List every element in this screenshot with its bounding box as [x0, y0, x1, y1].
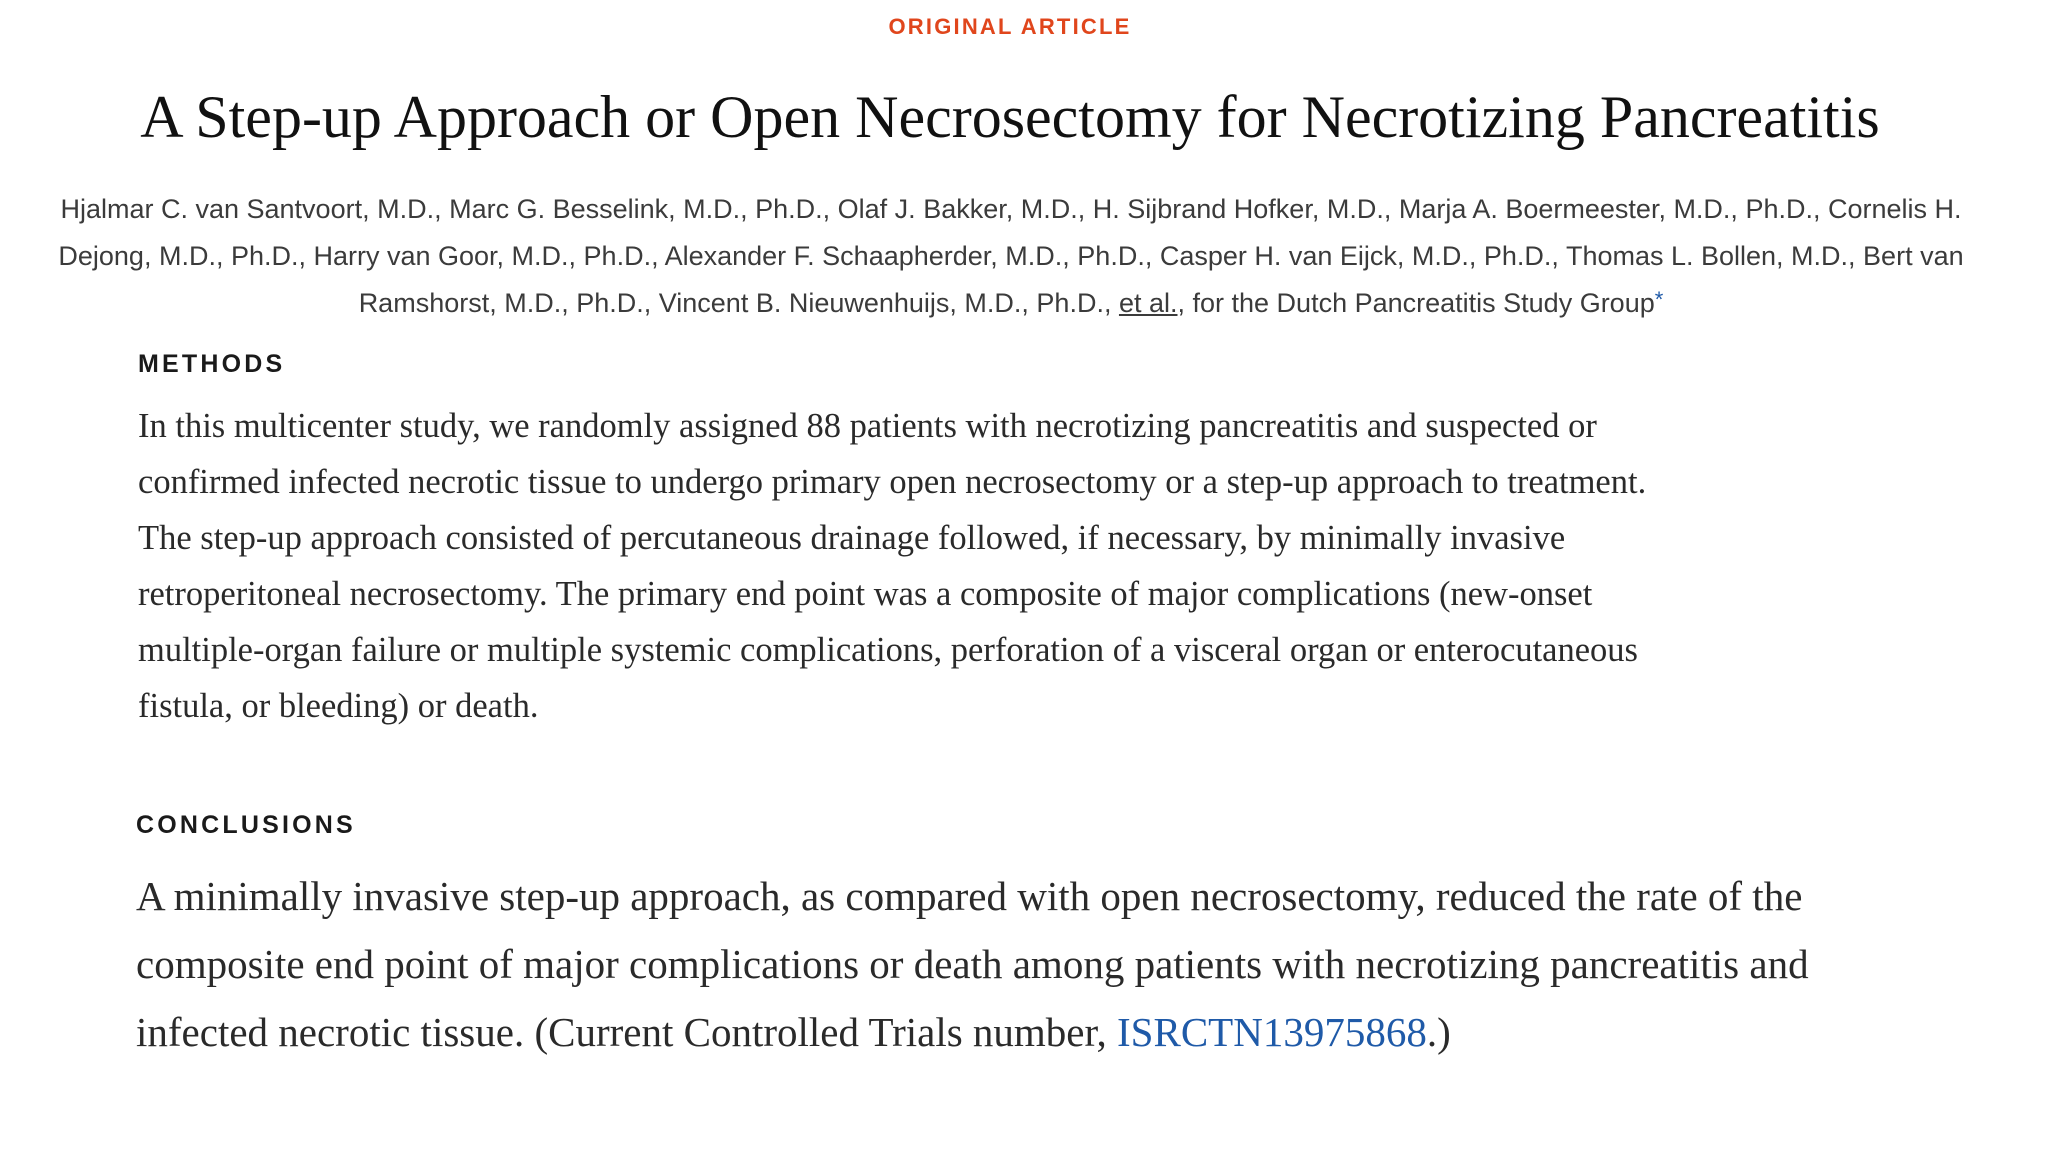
author-names: Hjalmar C. van Santvoort, M.D., Marc G. Besselink, M.D., Ph.D., Olaf J. Bakker, M.D., H. Sijbrand Hofker, M.D., Marja A. Boermeester, M.D., Ph.D., Cornelis H. Dejong, M.D., Ph.D., Harry van Goor, M.D., Ph.D., Alexander F. Schaapherder, M.D., Ph.D., Casper H. van Eijck, M.D., Ph.D., Thomas L. Bollen, M.D., Bert van Ramshorst, M.D., Ph.D., Vincent B. Nieuwenhuijs, M.D., Ph.D., [58, 194, 1964, 318]
methods-heading: METHODS [138, 350, 286, 378]
methods-text: In this multicenter study, we randomly assigned 88 patients with necrotizing pancreatitis and suspected or confirmed infected necrotic tissue to undergo primary open necrosectomy or a step-up approach to treatment. The step-up approach consisted of percutaneous drainage followed, if necessary, by minimally invasive retroperitoneal necrosectomy. The primary end point was a composite of major complications (new-onset multiple-organ failure or multiple systemic complications, perforation of a visceral organ or enterocutaneous fistula, or bleeding) or death. [138, 407, 1647, 725]
conclusions-text: A minimally invasive step-up approach, as compared with open necrosectomy, reduced the rate of the composite end point of major complications or death among patients with necrotizing pancreatitis and infected necrotic tissue. (Current Controlled Trials number, [136, 873, 1809, 1055]
conclusions-paragraph [136, 862, 1816, 1066]
footnote-marker-link[interactable]: * [1654, 287, 1664, 312]
conclusions-text-end: .) [1426, 1009, 1451, 1055]
trial-registry-link[interactable]: ISRCTN13975868 [1117, 1009, 1427, 1055]
conclusions-heading: CONCLUSIONS [136, 811, 356, 839]
et-al-link[interactable]: et al. [1118, 288, 1178, 318]
article-type-label: ORIGINAL ARTICLE [888, 14, 1132, 39]
study-group-text: , for the Dutch Pancreatitis Study Group [1177, 288, 1655, 318]
author-list [40, 186, 1982, 327]
article-title: A Step-up Approach or Open Necrosectomy for Necrotizing Pancreatitis [140, 84, 1880, 150]
